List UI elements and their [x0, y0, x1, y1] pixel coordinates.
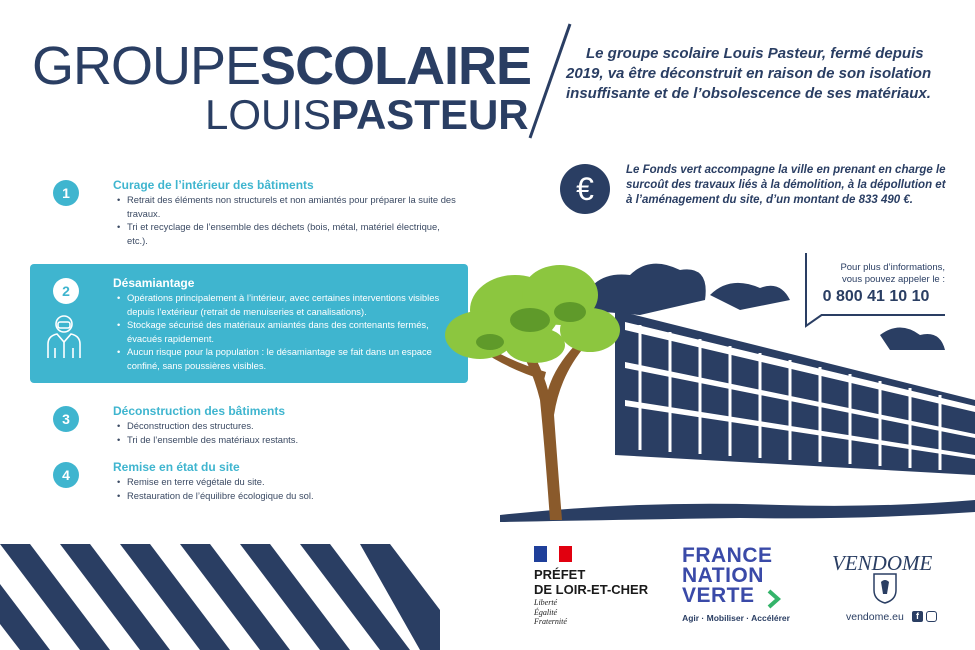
- fnv-tagline: Agir · Mobiliser · Accélérer: [682, 613, 790, 623]
- marianne-flag-icon: [534, 546, 572, 562]
- step-title: Déconstruction des bâtiments: [113, 404, 286, 418]
- bullet: • Remise en terre végétale du site.: [117, 475, 462, 489]
- bullet: • Tri de l’ensemble des matériaux restants.: [117, 433, 462, 447]
- step-number: 4: [53, 462, 79, 488]
- vendome-logo-text: VENDOME: [832, 551, 933, 575]
- step-bullets: [117, 419, 462, 446]
- school-building-illustration: [440, 250, 975, 530]
- title-line-2: LOUISPASTEUR: [205, 91, 529, 138]
- facebook-icon[interactable]: f: [912, 611, 923, 622]
- step-number: 2: [53, 278, 79, 304]
- step-number: 3: [53, 406, 79, 432]
- phone-number: 0 800 41 10 10: [822, 288, 930, 305]
- chevron-right-icon: [766, 589, 782, 609]
- step-number: 1: [53, 180, 79, 206]
- intro-text: Le groupe scolaire Louis Pasteur, fermé depuis 2019, va être déconstruit en raison de son isolation insuffisante et de l’obsolescence de ses matériaux.: [566, 45, 932, 102]
- step-title: Remise en état du site: [113, 460, 240, 474]
- title-line-1: GROUPESCOLAIRE: [32, 36, 532, 96]
- step-bullets: [117, 193, 462, 247]
- prefet-logo-text: PRÉFET DE LOIR-ET-CHER: [534, 567, 649, 597]
- bullet: • Retrait des éléments non structurels et non amiantés pour préparer la suite des travaux.: [117, 193, 462, 220]
- fonds-vert-text: Le Fonds vert accompagne la ville en prenant en charge le surcoût des travaux liés à la démolition, à la dépollution et à l’aménagement du site, d’un montant de 833 490 €.: [626, 164, 946, 206]
- step-title: Désamiantage: [113, 276, 195, 290]
- bullet: • Déconstruction des structures.: [117, 419, 462, 433]
- step-bullets: [117, 291, 462, 373]
- republic-motto: Liberté Égalité Fraternité: [534, 598, 567, 626]
- decorative-stripes: [0, 544, 440, 650]
- vendome-crest-icon: [872, 572, 898, 604]
- bullet: • Tri et recyclage de l’ensemble des déchets (bois, métal, matériel électrique, etc.).: [117, 220, 462, 247]
- step-bullets: [117, 475, 462, 502]
- vendome-website-link[interactable]: vendome.eu: [846, 611, 904, 623]
- euro-icon: €: [560, 164, 610, 214]
- bullet: • Aucun risque pour la population : le désamiantage se fait dans un espace confiné, sans poussières visibles.: [117, 345, 462, 372]
- step-title: Curage de l’intérieur des bâtiments: [113, 178, 314, 192]
- bullet: • Stockage sécurisé des matériaux amiantés dans des contenants fermés, évacués rapidement.: [117, 318, 462, 345]
- protective-suit-worker-icon: [44, 312, 84, 360]
- france-nation-verte-logo: FRANCE NATION VERTE: [682, 544, 773, 607]
- contact-info: Pour plus d’informations, vous pouvez appeler le :: [840, 262, 945, 285]
- instagram-icon[interactable]: [926, 611, 937, 622]
- bullet: • Restauration de l’équilibre écologique du sol.: [117, 489, 462, 503]
- bullet: • Opérations principalement à l’intérieur, avec certaines interventions visibles depuis l’extérieur (retrait de menuiseries et canalisations).: [117, 291, 462, 318]
